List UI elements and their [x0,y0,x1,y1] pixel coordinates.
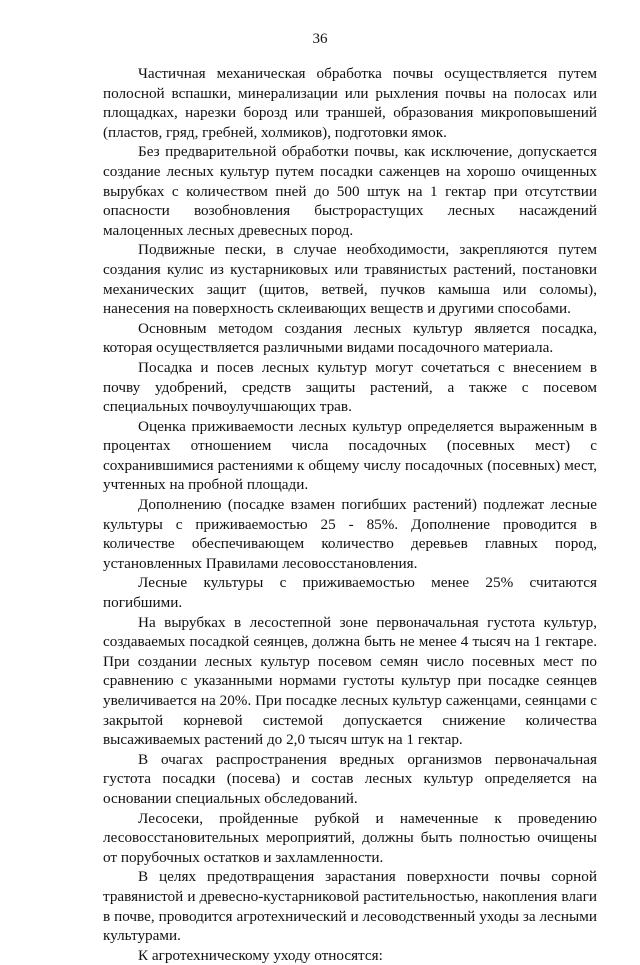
paragraph-fertilizers: Посадка и посев лесных культур могут сочетаться с внесением в почву удобрений, средств защиты растений, а также с посевом специальных почвоулучшающих трав. [103,358,597,416]
paragraph-survival-assessment: Оценка приживаемости лесных культур определяется выраженным в процентах отношением числа посадочных (посевных мест) с сохранившимися растениями к общему числу посадочных (посевных) мест, учтенных на пробной площади. [103,417,597,494]
paragraph-partial-tillage: Частичная механическая обработка почвы осуществляется путем полосной вспашки, минерализации или рыхления почвы на полосах или площадках, нарезки борозд или траншей, образования микроповышений (пластов, гряд, гребней, холмиков), подготовки ямок. [103,65,597,141]
paragraph-no-tillage-exception: Без предварительной обработки почвы, как исключение, допускается создание лесных культур путем посадки саженцев на хорошо очищенных вырубках с количеством пней до 500 штук на 1 гектар при отсутствии опасности возобновления быстрорастущих лесных насаждений малоценных лесных древесных пород. [103,143,597,239]
paragraph-weed-prevention: В целях предотвращения зарастания поверхности почвы сорной травянистой и древесно-кустарниковой растительностью, накопления влаги в почве, проводится агротехнический и лесоводственный уходы за лесными культурами. [103,868,597,945]
paragraph-planting-method: Основным методом создания лесных культур является посадка, которая осуществляется различными видами посадочного материала. [103,319,597,357]
paragraph-moving-sands: Подвижные пески, в случае необходимости, закрепляются путем создания кулис из кустарниковых или травянистых растений, постановки механических защит (щитов, ветвей, пучков камыша или соломы), нанесения на поверхность склеивающих веществ и другими способами. [103,241,597,318]
paragraph-pest-outbreaks: В очагах распространения вредных организмов первоначальная густота посадки (посева) и состав лесных культур определяется на основании специальных обследований. [103,750,597,807]
paragraph-replanting: Дополнению (посадке взамен погибших растений) подлежат лесные культуры с приживаемостью 25 - 85%. Дополнение проводится в количестве обеспечивающем количество деревьев главных пород, установленных Правилами лесовосстановления. [103,496,597,572]
paragraph-initial-density: На вырубках в лесостепной зоне первоначальная густота культур, создаваемых посадкой сеянцев, должна быть не менее 4 тысяч на 1 гектаре. При создании лесных культур посевом семян число посевных мест по сравнению с указанными нормами густоты культур при посадке сеянцев увеличивается на 20%. При посадке лесных культур саженцами, сеянцами с закрытой корневой системой допускается снижение количества высаживаемых растений до 2,0 тысяч штук на 1 гектар. [103,613,597,749]
paragraph-agrotechnical-care: К агротехническому уходу относятся: [138,946,383,964]
document-body [103,64,597,965]
page-number: 36 [312,31,328,47]
paragraph-cutting-areas: Лесосеки, пройденные рубкой и намеченные к проведению лесовосстановительных мероприятий, должны быть полностью очищены от порубочных остатков и захламленности. [103,809,597,866]
paragraph-dead-cultures: Лесные культуры с приживаемостью менее 25% считаются погибшими. [103,574,597,612]
